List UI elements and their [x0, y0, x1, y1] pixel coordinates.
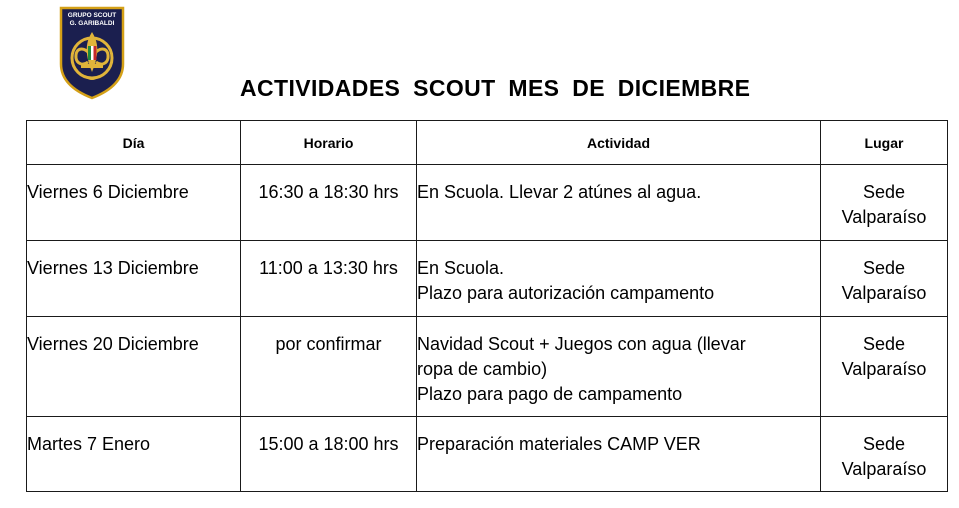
header-dia: Día	[27, 121, 241, 165]
lugar-line: Sede	[862, 434, 906, 454]
logo-line2: G. GARIBALDI	[69, 20, 115, 27]
lugar-line: Valparaíso	[841, 359, 927, 379]
scout-emblem-icon	[57, 6, 127, 100]
actividad-line: En Scuola. Llevar 2 atúnes al agua.	[417, 182, 702, 202]
header-horario: Horario	[241, 121, 417, 165]
actividad-line: Navidad Scout + Juegos con agua (llevar	[417, 334, 746, 354]
lugar-line: Sede	[862, 182, 906, 202]
cell-horario: por confirmar	[241, 317, 417, 417]
cell-horario: 11:00 a 13:30 hrs	[241, 241, 417, 317]
table-row	[27, 241, 948, 317]
table-row	[27, 317, 948, 417]
logo-line1: GRUPO SCOUT	[67, 12, 117, 19]
cell-actividad	[417, 241, 821, 317]
cell-dia: Martes 7 Enero	[27, 417, 241, 492]
lugar-line: Valparaíso	[841, 207, 927, 227]
actividad-line: ropa de cambio)	[417, 359, 548, 379]
table-row	[27, 417, 948, 492]
table-row	[27, 165, 948, 241]
cell-actividad	[417, 417, 821, 492]
lugar-line: Sede	[862, 258, 906, 278]
actividad-line: Plazo para pago de campamento	[417, 384, 683, 404]
actividad-line: En Scuola.	[417, 258, 505, 278]
header-lugar: Lugar	[821, 121, 948, 165]
cell-dia: Viernes 13 Diciembre	[27, 241, 241, 317]
lugar-line: Valparaíso	[841, 283, 927, 303]
cell-lugar	[821, 241, 948, 317]
lugar-line: Sede	[862, 334, 906, 354]
actividad-line: Plazo para autorización campamento	[417, 283, 715, 303]
cell-dia: Viernes 20 Diciembre	[27, 317, 241, 417]
activities-table	[26, 120, 948, 492]
header-actividad: Actividad	[417, 121, 821, 165]
cell-dia: Viernes 6 Diciembre	[27, 165, 241, 241]
actividad-line: Preparación materiales CAMP VER	[417, 434, 701, 454]
scout-group-logo	[57, 6, 127, 100]
page-title: ACTIVIDADES SCOUT MES DE DICIEMBRE	[240, 75, 751, 101]
cell-lugar	[821, 417, 948, 492]
cell-actividad	[417, 165, 821, 241]
cell-lugar	[821, 165, 948, 241]
lugar-line: Valparaíso	[841, 459, 927, 479]
cell-horario: 15:00 a 18:00 hrs	[241, 417, 417, 492]
cell-actividad	[417, 317, 821, 417]
table-header-row	[27, 121, 948, 165]
cell-lugar	[821, 317, 948, 417]
cell-horario: 16:30 a 18:30 hrs	[241, 165, 417, 241]
